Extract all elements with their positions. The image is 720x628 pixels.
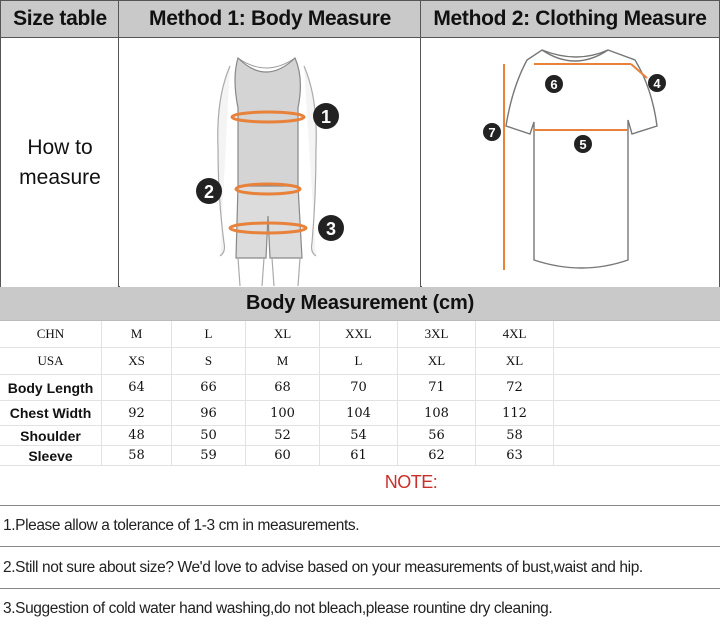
table-cell: XL xyxy=(476,348,554,374)
table-cell: XS xyxy=(102,348,172,374)
how-to-measure-label xyxy=(1,38,119,287)
table-cell: 60 xyxy=(246,446,320,465)
table-cell: XL xyxy=(246,321,320,347)
table-cell: 61 xyxy=(320,446,398,465)
column-divider xyxy=(118,1,119,287)
table-cell: 72 xyxy=(476,375,554,400)
table-cell: 56 xyxy=(398,426,476,445)
table-cell: 63 xyxy=(476,446,554,465)
note-title: NOTE: xyxy=(384,472,438,492)
table-cell: M xyxy=(246,348,320,374)
table-cell: XXL xyxy=(320,321,398,347)
table-cell: XL xyxy=(398,348,476,374)
table-cell: 68 xyxy=(246,375,320,400)
table-row xyxy=(0,446,720,466)
column-divider xyxy=(420,1,421,287)
table-cell: 62 xyxy=(398,446,476,465)
table-cell: 112 xyxy=(476,401,554,425)
table-cell: 3XL xyxy=(398,321,476,347)
body-marker-1: 1 xyxy=(320,107,332,127)
row-label-chn: CHN xyxy=(0,321,102,347)
note-item-2: 2.Still not sure about size? We'd love to advise based on your measurements of bust,waist and hip. xyxy=(3,559,643,576)
table-row xyxy=(0,375,720,401)
shirt-marker-5: 5 xyxy=(579,137,587,152)
table-cell: 58 xyxy=(102,446,172,465)
method1-header: Method 1: Body Measure xyxy=(119,1,421,38)
measurement-title: Body Measurement (cm) xyxy=(0,287,720,321)
row-label-chest-width: Chest Width xyxy=(0,401,102,425)
table-cell: 58 xyxy=(476,426,554,445)
divider xyxy=(0,505,720,506)
table-cell: 48 xyxy=(102,426,172,445)
table-row xyxy=(0,348,720,375)
clothing-measure-illustration xyxy=(422,38,719,287)
table-cell: 70 xyxy=(320,375,398,400)
row-label-body-length: Body Length xyxy=(0,375,102,400)
table-cell: 71 xyxy=(398,375,476,400)
method2-header: Method 2: Clothing Measure xyxy=(421,1,719,38)
row-label-shoulder: Shoulder xyxy=(0,426,102,445)
table-cell: 59 xyxy=(172,446,246,465)
table-cell: 52 xyxy=(246,426,320,445)
row-label-sleeve: Sleeve xyxy=(0,446,102,465)
body-figure-icon xyxy=(120,38,420,287)
table-cell: 64 xyxy=(102,375,172,400)
table-cell: 50 xyxy=(172,426,246,445)
table-row xyxy=(0,426,720,446)
shirt-marker-7: 7 xyxy=(488,125,496,140)
body-measure-illustration xyxy=(120,38,420,287)
table-cell: 4XL xyxy=(476,321,554,347)
how-to-line2: measure xyxy=(19,165,101,189)
table-cell: 104 xyxy=(320,401,398,425)
shirt-marker-4: 4 xyxy=(653,76,661,91)
table-cell: 92 xyxy=(102,401,172,425)
table-cell: 66 xyxy=(172,375,246,400)
table-cell: S xyxy=(172,348,246,374)
how-to-line1: How to xyxy=(27,135,93,159)
table-cell: 108 xyxy=(398,401,476,425)
table-cell: 54 xyxy=(320,426,398,445)
row-label-usa: USA xyxy=(0,348,102,374)
table-cell: 100 xyxy=(246,401,320,425)
size-guide-table xyxy=(0,0,720,287)
size-table-header: Size table xyxy=(1,1,119,38)
table-cell: 96 xyxy=(172,401,246,425)
divider xyxy=(0,588,720,589)
note-item-1: 1.Please allow a tolerance of 1-3 cm in measurements. xyxy=(3,517,360,534)
divider xyxy=(0,546,720,547)
table-cell: M xyxy=(102,321,172,347)
body-marker-3: 3 xyxy=(325,219,337,239)
tshirt-icon xyxy=(422,38,719,287)
table-cell: L xyxy=(320,348,398,374)
table-row xyxy=(0,401,720,426)
table-row xyxy=(0,321,720,348)
table-cell: L xyxy=(172,321,246,347)
shirt-marker-6: 6 xyxy=(550,77,558,92)
note-item-3: 3.Suggestion of cold water hand washing,do not bleach,please rountine dry cleaning. xyxy=(3,600,553,617)
body-marker-2: 2 xyxy=(203,182,215,202)
